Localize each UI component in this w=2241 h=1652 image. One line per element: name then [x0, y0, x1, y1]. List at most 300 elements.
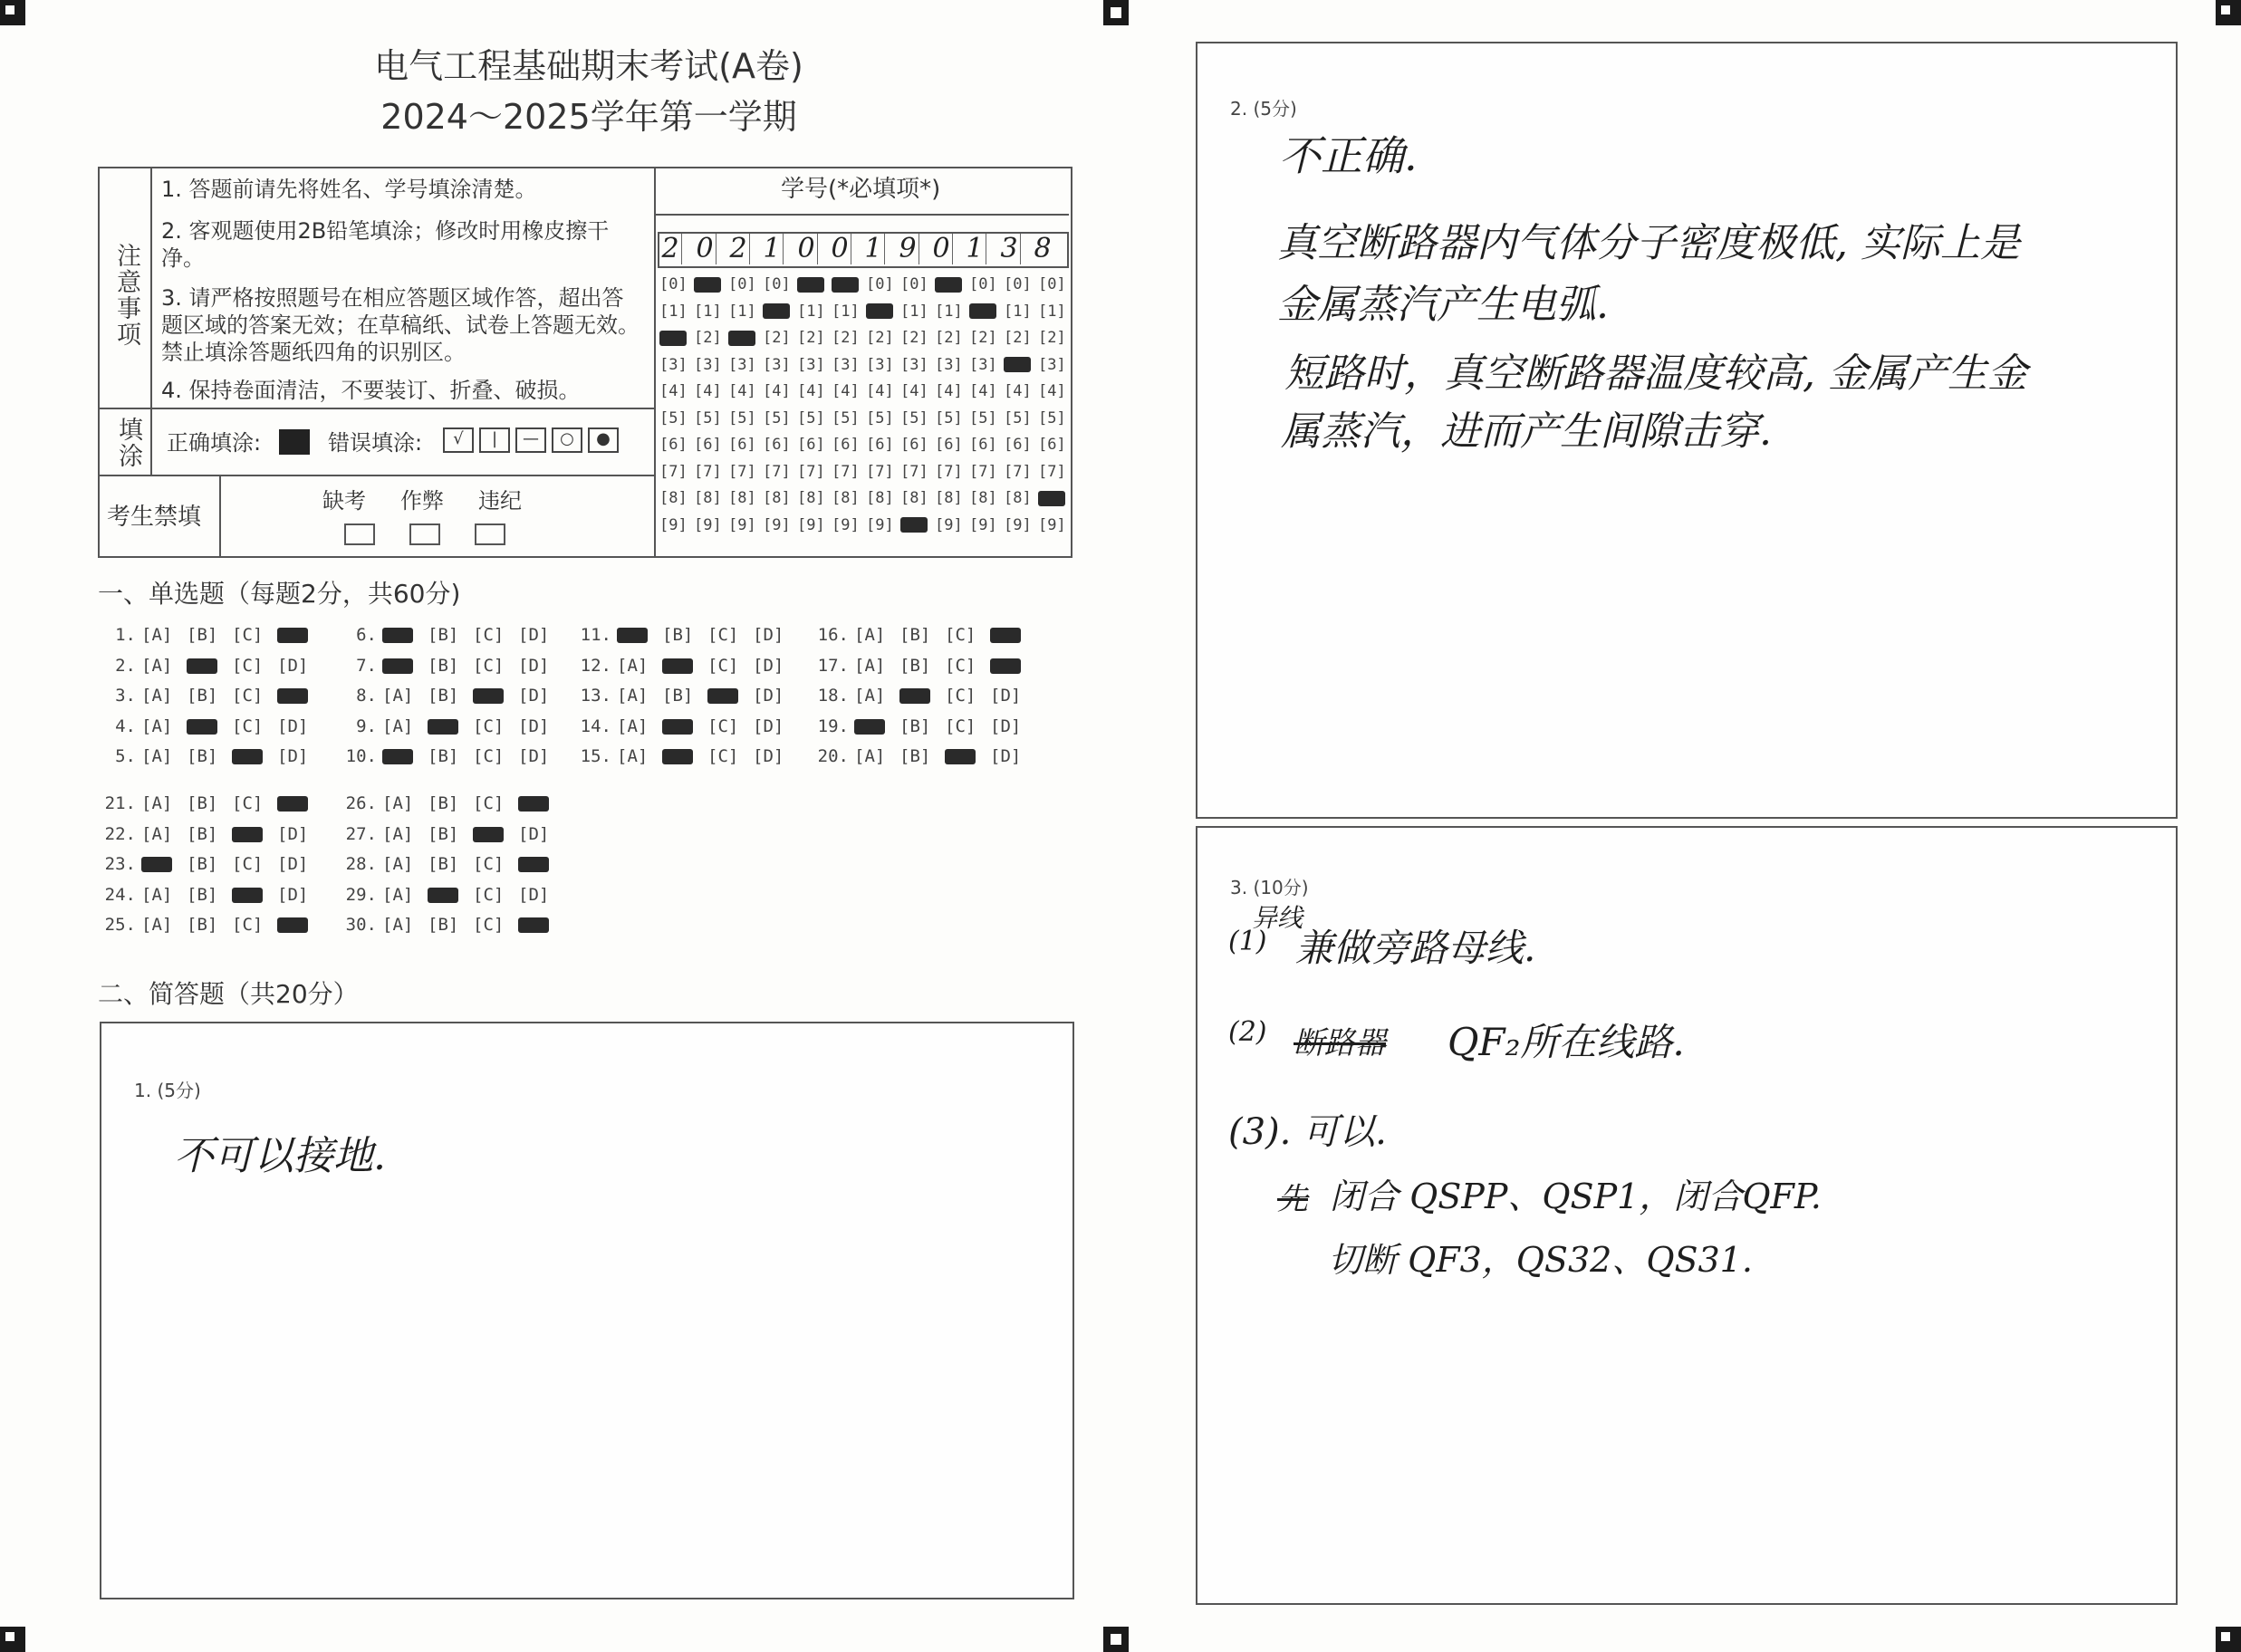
id-bubble[interactable]: [4]: [728, 382, 756, 400]
id-bubble[interactable]: [0]: [763, 275, 791, 293]
mc-option[interactable]: [B]: [428, 823, 459, 844]
mc-option[interactable]: [A]: [141, 716, 173, 736]
id-bubble[interactable]: [2]: [935, 329, 963, 347]
mc-option[interactable]: [D]: [277, 716, 309, 736]
id-bubble-filled[interactable]: [728, 329, 763, 347]
mc-question: [339, 824, 563, 844]
id-bubble[interactable]: [5]: [659, 408, 688, 427]
mc-option[interactable]: [A]: [854, 746, 886, 766]
id-bubble[interactable]: [2]: [900, 329, 928, 347]
id-bubble[interactable]: [8]: [900, 489, 928, 507]
id-bubble[interactable]: [9]: [969, 515, 997, 534]
mc-option[interactable]: [B]: [187, 823, 218, 844]
mc-option-filled[interactable]: [990, 656, 1035, 676]
id-bubble[interactable]: [9]: [659, 515, 688, 534]
digit-cell: 0: [930, 234, 953, 264]
forbidden-label: 考生禁填: [107, 504, 202, 531]
id-bubble[interactable]: [5]: [832, 408, 860, 427]
id-bubble[interactable]: [3]: [1038, 355, 1066, 374]
cheating-option-label: 作弊: [400, 488, 444, 514]
id-bubble-filled[interactable]: [900, 516, 935, 534]
mc-option-filled[interactable]: [662, 716, 707, 736]
mc-option[interactable]: [B]: [187, 915, 218, 935]
mc-option[interactable]: [B]: [187, 746, 218, 766]
mc-option[interactable]: [C]: [473, 884, 505, 905]
mc-option-filled[interactable]: [428, 716, 473, 736]
notice-item: 4. 保持卷面清洁，不要装订、折叠、破损。: [161, 378, 581, 403]
id-bubble[interactable]: [2]: [763, 329, 791, 347]
mc-option[interactable]: [B]: [662, 686, 694, 706]
id-bubble[interactable]: [4]: [763, 382, 791, 400]
id-bubble[interactable]: [4]: [866, 382, 894, 400]
id-bubble[interactable]: [7]: [969, 462, 997, 481]
id-bubble-row: [659, 329, 1072, 347]
id-bubble[interactable]: [7]: [659, 462, 688, 481]
id-bubble[interactable]: [4]: [694, 382, 722, 400]
id-bubble[interactable]: [0]: [866, 275, 894, 293]
mc-option[interactable]: [A]: [854, 686, 886, 706]
circle-icon: ○: [552, 427, 582, 453]
mc-option[interactable]: [C]: [473, 793, 505, 813]
mc-option[interactable]: [A]: [141, 793, 173, 813]
id-bubble[interactable]: [4]: [969, 382, 997, 400]
id-bubble[interactable]: [9]: [935, 515, 963, 534]
id-bubble[interactable]: [0]: [1004, 275, 1032, 293]
corner-marker-bottom-right: [2216, 1627, 2241, 1652]
id-bubble[interactable]: [6]: [1038, 436, 1066, 454]
id-bubble[interactable]: [6]: [797, 436, 825, 454]
id-bubble[interactable]: [9]: [1038, 515, 1066, 534]
id-bubble[interactable]: [6]: [969, 436, 997, 454]
mc-option[interactable]: [A]: [382, 823, 414, 844]
id-bubble[interactable]: [7]: [728, 462, 756, 481]
mc-option[interactable]: [B]: [428, 655, 459, 676]
digit-cell: 0: [829, 234, 851, 264]
mc-option[interactable]: [C]: [232, 625, 264, 645]
id-bubble-filled[interactable]: [659, 329, 694, 347]
mc-question: [98, 885, 322, 905]
id-bubble[interactable]: [4]: [900, 382, 928, 400]
mc-option[interactable]: [A]: [382, 915, 414, 935]
mc-option[interactable]: [A]: [617, 746, 649, 766]
id-bubble[interactable]: [3]: [728, 355, 756, 374]
mc-option[interactable]: [D]: [518, 746, 550, 766]
question-number: 16.: [817, 625, 849, 645]
mc-option[interactable]: [D]: [990, 686, 1022, 706]
id-bubble[interactable]: [6]: [763, 436, 791, 454]
mc-question: [811, 656, 1035, 676]
q1-answer: 不可以接地.: [174, 1133, 386, 1179]
mc-option[interactable]: [D]: [518, 655, 550, 676]
mc-option-filled[interactable]: [277, 915, 322, 935]
id-bubble[interactable]: [2]: [866, 329, 894, 347]
mc-option[interactable]: [C]: [473, 915, 505, 935]
mc-option-filled[interactable]: [382, 625, 428, 645]
mc-option[interactable]: [C]: [707, 655, 739, 676]
mc-option-filled[interactable]: [232, 824, 277, 844]
question-number: 15.: [580, 746, 611, 766]
id-bubble-row: [659, 275, 1072, 293]
mc-option[interactable]: [A]: [617, 716, 649, 736]
mc-option-filled[interactable]: [187, 656, 232, 676]
mc-option[interactable]: [A]: [141, 915, 173, 935]
mc-option-filled[interactable]: [518, 793, 563, 813]
id-bubble[interactable]: [5]: [1038, 408, 1066, 427]
mc-option[interactable]: [D]: [518, 625, 550, 645]
id-bubble[interactable]: [9]: [728, 515, 756, 534]
mc-option[interactable]: [A]: [141, 823, 173, 844]
mc-option[interactable]: [C]: [232, 793, 264, 813]
divider: [654, 214, 1069, 216]
corner-marker-top-right: [2216, 0, 2241, 25]
id-bubble[interactable]: [1]: [797, 302, 825, 321]
mc-option-filled[interactable]: [232, 885, 277, 905]
id-bubble[interactable]: [4]: [935, 382, 963, 400]
question-number: 5.: [115, 746, 136, 766]
mc-option[interactable]: [C]: [473, 655, 505, 676]
mc-option[interactable]: [B]: [187, 854, 218, 874]
id-bubble[interactable]: [8]: [659, 489, 688, 507]
mc-option-filled[interactable]: [899, 686, 945, 706]
id-bubble[interactable]: [5]: [728, 408, 756, 427]
id-bubble[interactable]: [6]: [900, 436, 928, 454]
id-bubble-row: [659, 436, 1072, 454]
id-bubble[interactable]: [7]: [866, 462, 894, 481]
id-bubble[interactable]: [6]: [728, 436, 756, 454]
id-bubble[interactable]: [6]: [935, 436, 963, 454]
id-bubble-filled[interactable]: [969, 303, 1004, 321]
id-bubble-filled[interactable]: [763, 303, 797, 321]
student-id-digits: [658, 232, 1069, 268]
wrong-fill-examples: [440, 427, 621, 453]
mc-option[interactable]: [A]: [382, 686, 414, 706]
id-bubble[interactable]: [9]: [866, 515, 894, 534]
mc-option[interactable]: [C]: [945, 686, 976, 706]
id-bubble[interactable]: [3]: [866, 355, 894, 374]
id-bubble[interactable]: [8]: [969, 489, 997, 507]
mc-option[interactable]: [D]: [518, 686, 550, 706]
mc-option[interactable]: [D]: [277, 854, 309, 874]
id-bubble[interactable]: [5]: [935, 408, 963, 427]
mc-option[interactable]: [C]: [707, 746, 739, 766]
id-bubble-row: [659, 382, 1072, 400]
mc-option[interactable]: [C]: [945, 625, 976, 645]
mc-option[interactable]: [D]: [753, 625, 784, 645]
id-bubble[interactable]: [3]: [763, 355, 791, 374]
id-bubble[interactable]: [1]: [659, 302, 688, 321]
mc-option-filled[interactable]: [428, 885, 473, 905]
mc-option-filled[interactable]: [141, 854, 187, 874]
mc-option[interactable]: [C]: [473, 746, 505, 766]
id-bubble[interactable]: [5]: [866, 408, 894, 427]
mc-option-filled[interactable]: [382, 746, 428, 766]
id-bubble[interactable]: [0]: [1038, 275, 1066, 293]
mc-option[interactable]: [D]: [518, 823, 550, 844]
id-bubble[interactable]: [1]: [1038, 302, 1066, 321]
id-bubble[interactable]: [9]: [763, 515, 791, 534]
mc-option-filled[interactable]: [854, 716, 899, 736]
mc-option[interactable]: [C]: [232, 854, 264, 874]
mc-option[interactable]: [C]: [707, 625, 739, 645]
id-bubble[interactable]: [0]: [969, 275, 997, 293]
mc-option[interactable]: [D]: [277, 823, 309, 844]
id-bubble[interactable]: [2]: [694, 329, 722, 347]
q3-line2-prefix: (2): [1228, 1016, 1267, 1048]
mc-option[interactable]: [D]: [518, 884, 550, 905]
id-bubble[interactable]: [8]: [797, 489, 825, 507]
id-bubble[interactable]: [6]: [832, 436, 860, 454]
mc-option[interactable]: [D]: [277, 746, 309, 766]
mc-option[interactable]: [A]: [854, 625, 886, 645]
id-bubble[interactable]: [4]: [1038, 382, 1066, 400]
mc-option-filled[interactable]: [617, 625, 662, 645]
id-bubble[interactable]: [5]: [694, 408, 722, 427]
id-bubble[interactable]: [0]: [659, 275, 688, 293]
digit-cell: 8: [1034, 233, 1052, 264]
q2-line: 不正确.: [1279, 131, 1418, 180]
id-bubble-filled[interactable]: [694, 275, 728, 293]
id-bubble[interactable]: [2]: [832, 329, 860, 347]
id-bubble[interactable]: [7]: [1038, 462, 1066, 481]
id-bubble[interactable]: [0]: [900, 275, 928, 293]
id-bubble[interactable]: [9]: [694, 515, 722, 534]
id-bubble[interactable]: [1]: [1004, 302, 1032, 321]
id-bubble[interactable]: [3]: [659, 355, 688, 374]
mc-option-filled[interactable]: [990, 625, 1035, 645]
id-bubble[interactable]: [9]: [797, 515, 825, 534]
mc-option[interactable]: [A]: [617, 686, 649, 706]
mc-option-filled[interactable]: [382, 656, 428, 676]
mc-question: [98, 793, 322, 813]
mc-question: [98, 746, 322, 766]
id-bubble-filled[interactable]: [1038, 489, 1072, 507]
discipline-checkbox[interactable]: [475, 523, 505, 545]
q3-line2-struck: 断路器: [1294, 1025, 1386, 1061]
mc-option-filled[interactable]: [277, 625, 322, 645]
q3-line1-prefix: (1): [1228, 926, 1267, 957]
id-bubble[interactable]: [2]: [1038, 329, 1066, 347]
id-bubble[interactable]: [4]: [832, 382, 860, 400]
mc-option[interactable]: [D]: [277, 655, 309, 676]
question-number: 22.: [104, 823, 136, 844]
mc-option[interactable]: [B]: [428, 915, 459, 935]
mc-option-filled[interactable]: [473, 686, 518, 706]
mc-question: [573, 625, 798, 645]
mc-option[interactable]: [B]: [187, 686, 218, 706]
id-bubble-filled[interactable]: [935, 275, 969, 293]
q2-line: 金属蒸汽产生电弧.: [1277, 282, 1609, 328]
id-bubble[interactable]: [7]: [763, 462, 791, 481]
id-bubble[interactable]: [6]: [694, 436, 722, 454]
id-bubble[interactable]: [8]: [694, 489, 722, 507]
mc-option-filled[interactable]: [187, 716, 232, 736]
id-bubble-filled[interactable]: [797, 275, 832, 293]
id-bubble[interactable]: [4]: [797, 382, 825, 400]
id-bubble[interactable]: [7]: [694, 462, 722, 481]
id-bubble[interactable]: [1]: [832, 302, 860, 321]
mc-option[interactable]: [B]: [187, 793, 218, 813]
answer-box-q1[interactable]: [100, 1022, 1074, 1599]
mc-option[interactable]: [A]: [382, 793, 414, 813]
id-bubble[interactable]: [7]: [935, 462, 963, 481]
multiple-choice-area: [98, 625, 1076, 951]
id-bubble[interactable]: [8]: [866, 489, 894, 507]
mc-option[interactable]: [A]: [382, 716, 414, 736]
id-bubble[interactable]: [3]: [969, 355, 997, 374]
mc-option[interactable]: [D]: [518, 716, 550, 736]
mc-option[interactable]: [D]: [753, 686, 784, 706]
mc-option[interactable]: [D]: [753, 716, 784, 736]
id-bubble[interactable]: [7]: [832, 462, 860, 481]
id-bubble[interactable]: [7]: [797, 462, 825, 481]
id-bubble[interactable]: [2]: [797, 329, 825, 347]
id-bubble[interactable]: [7]: [900, 462, 928, 481]
id-bubble[interactable]: [9]: [832, 515, 860, 534]
mc-option[interactable]: [B]: [899, 716, 931, 736]
mc-option[interactable]: [A]: [141, 625, 173, 645]
mc-option[interactable]: [C]: [707, 716, 739, 736]
id-bubble[interactable]: [5]: [969, 408, 997, 427]
mc-option[interactable]: [B]: [899, 625, 931, 645]
id-bubble[interactable]: [0]: [728, 275, 756, 293]
q2-line: 属蒸汽，进而产生间隙击穿.: [1281, 408, 1772, 455]
mc-option[interactable]: [B]: [187, 884, 218, 905]
corner-marker-bottom-left: [0, 1627, 25, 1652]
mc-option[interactable]: [B]: [899, 655, 931, 676]
id-bubble[interactable]: [8]: [1004, 489, 1032, 507]
mc-option[interactable]: [C]: [473, 625, 505, 645]
id-bubble[interactable]: [5]: [900, 408, 928, 427]
mc-option[interactable]: [C]: [232, 655, 264, 676]
q3-line1: 兼做旁路母线.: [1295, 926, 1536, 970]
q3-line1-insert: 异线: [1252, 903, 1303, 933]
id-bubble[interactable]: [5]: [763, 408, 791, 427]
mc-option[interactable]: [A]: [141, 655, 173, 676]
mc-question: [339, 793, 563, 813]
mc-option[interactable]: [D]: [753, 746, 784, 766]
exam-title: 电气工程基础期末考试(A卷): [374, 46, 803, 86]
mc-option[interactable]: [D]: [277, 884, 309, 905]
id-bubble[interactable]: [1]: [935, 302, 963, 321]
mc-question: [573, 716, 798, 736]
id-bubble[interactable]: [5]: [1004, 408, 1032, 427]
mc-option[interactable]: [C]: [473, 716, 505, 736]
mc-option[interactable]: [B]: [428, 854, 459, 874]
mc-option[interactable]: [A]: [141, 686, 173, 706]
mc-option-filled[interactable]: [232, 746, 277, 766]
id-bubble[interactable]: [3]: [935, 355, 963, 374]
id-bubble[interactable]: [7]: [1004, 462, 1032, 481]
id-bubble[interactable]: [6]: [1004, 436, 1032, 454]
id-bubble[interactable]: [8]: [728, 489, 756, 507]
mc-option-filled[interactable]: [277, 793, 322, 813]
discipline-option-label: 违纪: [478, 488, 522, 514]
mc-option-filled[interactable]: [945, 746, 990, 766]
mc-option-filled[interactable]: [473, 824, 518, 844]
mc-option-filled[interactable]: [707, 686, 753, 706]
id-bubble[interactable]: [3]: [900, 355, 928, 374]
id-bubble[interactable]: [8]: [935, 489, 963, 507]
dash-icon: —: [515, 427, 546, 453]
mc-option[interactable]: [B]: [899, 746, 931, 766]
mc-option[interactable]: [B]: [662, 625, 694, 645]
mc-option[interactable]: [A]: [617, 655, 649, 676]
mc-option[interactable]: [A]: [382, 854, 414, 874]
absent-checkbox[interactable]: [344, 523, 375, 545]
mc-option[interactable]: [D]: [753, 655, 784, 676]
mc-option[interactable]: [C]: [232, 686, 264, 706]
id-bubble[interactable]: [2]: [1004, 329, 1032, 347]
id-bubble-filled[interactable]: [832, 275, 866, 293]
mc-option[interactable]: [A]: [382, 884, 414, 905]
mc-option-filled[interactable]: [277, 686, 322, 706]
mc-option-filled[interactable]: [518, 854, 563, 874]
id-bubble[interactable]: [1]: [694, 302, 722, 321]
id-bubble[interactable]: [8]: [832, 489, 860, 507]
question-number: 7.: [356, 655, 377, 676]
id-bubble[interactable]: [1]: [728, 302, 756, 321]
id-bubble[interactable]: [1]: [900, 302, 928, 321]
mc-question: [98, 854, 322, 874]
mc-option-filled[interactable]: [662, 746, 707, 766]
question-number: 4.: [115, 716, 136, 736]
mc-option[interactable]: [B]: [428, 686, 459, 706]
mc-question: [98, 625, 322, 645]
mc-option[interactable]: [A]: [141, 746, 173, 766]
cheating-checkbox[interactable]: [409, 523, 440, 545]
mc-option[interactable]: [D]: [990, 746, 1022, 766]
id-bubble-filled[interactable]: [1004, 356, 1038, 374]
q3-line4-struck: 先: [1277, 1181, 1308, 1217]
id-bubble[interactable]: [6]: [866, 436, 894, 454]
q2-line: 短路时，真空断路器温度较高, 金属产生金: [1284, 351, 2027, 397]
mc-option[interactable]: [C]: [232, 716, 264, 736]
mc-option[interactable]: [C]: [945, 655, 976, 676]
mc-option[interactable]: [A]: [141, 884, 173, 905]
question-number: 1.: [115, 625, 136, 645]
mc-option[interactable]: [B]: [428, 793, 459, 813]
mc-option[interactable]: [C]: [945, 716, 976, 736]
mc-option-filled[interactable]: [662, 656, 707, 676]
corner-marker-top-left: [0, 0, 25, 25]
mc-option[interactable]: [C]: [232, 915, 264, 935]
mc-option[interactable]: [D]: [990, 716, 1022, 736]
q2-label: 2. (5分): [1230, 98, 1297, 120]
question-number: 14.: [580, 716, 611, 736]
mc-option[interactable]: [C]: [473, 854, 505, 874]
mc-option[interactable]: [A]: [854, 655, 886, 676]
mc-option[interactable]: [B]: [428, 746, 459, 766]
section2-title: 二、简答题（共20分）: [98, 979, 359, 1009]
id-bubble[interactable]: [4]: [659, 382, 688, 400]
id-bubble[interactable]: [3]: [832, 355, 860, 374]
id-bubble[interactable]: [8]: [763, 489, 791, 507]
mc-option[interactable]: [B]: [187, 625, 218, 645]
id-bubble[interactable]: [9]: [1004, 515, 1032, 534]
question-number: 9.: [356, 716, 377, 736]
id-bubble[interactable]: [2]: [969, 329, 997, 347]
digit-cell: 3: [998, 234, 1021, 264]
id-bubble[interactable]: [5]: [797, 408, 825, 427]
digit-cell: 1: [761, 234, 784, 264]
id-bubble[interactable]: [3]: [797, 355, 825, 374]
mc-option[interactable]: [B]: [428, 625, 459, 645]
mc-option-filled[interactable]: [518, 915, 563, 935]
id-bubble-filled[interactable]: [866, 303, 900, 321]
id-bubble[interactable]: [6]: [659, 436, 688, 454]
id-bubble[interactable]: [3]: [694, 355, 722, 374]
id-bubble[interactable]: [4]: [1004, 382, 1032, 400]
